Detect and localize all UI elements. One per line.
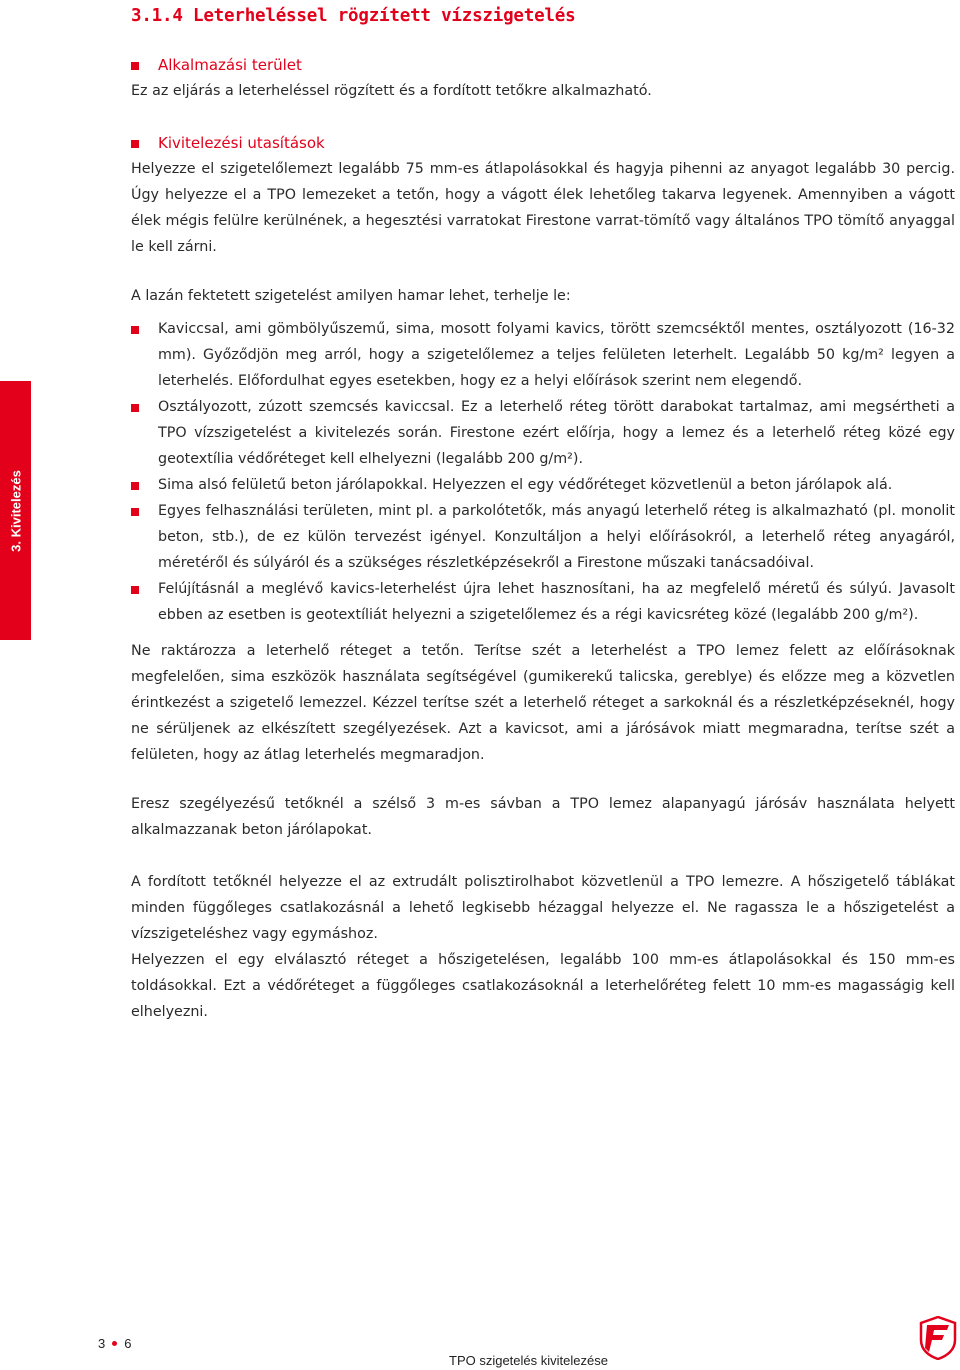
section-heading-application: Alkalmazási terület xyxy=(131,52,955,78)
list-item: Osztályozott, zúzott szemcsés kaviccsal. Ez a leterhelő réteg törött darabokat tartalmaz, ami megsértheti a TPO vízszigetelést a kivitelezés során. Firestone ezért előírja, hogy a lemez és a leterhelő réteg közé egy geotextília védőréteget kell elhelyezni (legalább 200 g/m²). xyxy=(131,394,955,472)
paragraph-eaves: Eresz szegélyezésű tetőknél a szélső 3 m-es sávban a TPO lemez alapanyagú járósáv használata helyett alkalmazzanak beton járólapokat. xyxy=(131,796,955,838)
chapter-side-label: 3. Kivitelezés xyxy=(8,469,23,552)
paragraph-inverted-roof: A fordított tetőknél helyezze el az extrudált polisztirolhabot közvetlenül a TPO lemezre. A hőszigetelő táblákat minden függőleges csatlakozásnál a lehető legkisebb hézaggal helyezze el. Ne ragassza le a hőszigetelést a vízszigeteléshez vagy egymáshoz. Helyezzen el egy elválasztó réteget a hőszigetelésen, legalább 100 mm-es átlapolásokkal és 150 mm-es toldásokkal. Ezt a védőréteget a függőleges csatlakozásoknál a leterhelőréteg felett 10 mm-es magasságig kell elhelyezni. xyxy=(131,874,955,1020)
footer-title: TPO szigetelés kivitelezése xyxy=(449,1353,608,1368)
list-item: Sima alsó felületű beton járólapokkal. Helyezzen el egy védőréteget közvetlenül a beton járólapok alá. xyxy=(131,472,955,498)
bullet-square-icon xyxy=(131,508,139,516)
bullet-square-icon xyxy=(131,140,139,148)
section-heading-instructions: Kivitelezési utasítások xyxy=(131,130,955,156)
application-text: Ez az eljárás a leterheléssel rögzített és a fordított tetőkre alkalmazható. xyxy=(131,83,652,99)
bullet-square-icon xyxy=(131,62,139,70)
section-instructions xyxy=(131,130,955,260)
list-item: Kaviccsal, ami gömbölyűszemű, sima, mosott folyami kavics, törött szemcséktől mentes, osztályozott (16-32 mm). Győződjön meg arról, hogy a szigetelőlemez a teljes felületen leterhelt. Legalább 50 kg/m² legyen a leterhelés. Előfordulhat egyes esetekben, hogy ez a helyi előírások szerint nem elegendő. xyxy=(131,316,955,394)
page-dot-icon xyxy=(112,1341,117,1346)
bullet-square-icon xyxy=(131,482,139,490)
list-item: Egyes felhasználási területen, mint pl. a parkolótetők, más anyagú leterhelő réteg is alkalmazható (pl. monolit beton, stb.), de ez külön tervezést igényel. Konzultáljon a helyi előírásokról, a leterhelő réteg anyagáról, méretéről és súlyáról és a szükséges részletképzésekről a Firestone műszaki tanácsadóival. xyxy=(131,498,955,576)
list-item: Felújításnál a meglévő kavics-leterhelést újra lehet hasznosítani, ha az megfelelő méretű és súlyú. Javasolt ebben az esetben is geotextíliát helyezni a szigetelőlemez és a régi kavicsréteg közé (legalább 200 g/m²). xyxy=(131,576,955,628)
page-number: 3 6 xyxy=(98,1336,132,1351)
section-application-area xyxy=(131,52,955,104)
firestone-logo-icon xyxy=(919,1316,957,1360)
paragraph-storage: Ne raktározza a leterhelő réteget a tetőn. Terítse szét a leterhelést a TPO lemez felett az előírásoknak megfelelően, sima eszközök használata segítségével (gumikerekű talicska, gereblye) és előzze meg a közvetlen érintkezést a szigetelő lemezzel. Kézzel terítse szét a leterhelő réteget a sarkoknál és a részletképzéseknél, hogy ne sérüljenek az elkészített szegélyezések. Azt a kavicsot, ami a járósávok miatt megmaradna, terítse szét a felületen, hogy az átlag leterhelés megmaradjon. xyxy=(131,643,955,763)
bullet-square-icon xyxy=(131,326,139,334)
chapter-side-tab xyxy=(0,381,31,640)
bullet-square-icon xyxy=(131,404,139,412)
ballast-intro: A lazán fektetett szigetelést amilyen hamar lehet, terhelje le: xyxy=(131,288,571,304)
page-title: 3.1.4 Leterheléssel rögzített vízszigetelés xyxy=(131,6,576,26)
bullet-square-icon xyxy=(131,586,139,594)
ballast-section xyxy=(131,283,955,628)
instructions-text: Helyezze el szigetelőlemezt legalább 75 mm-es átlapolásokkal és hagyja pihenni az anyagot legalább 30 percig. Úgy helyezze el a TPO lemezeket a tetőn, hogy a vágott élek lehetőleg takarva legyenek. Amennyiben a vágott élek mégis felülre kerülnének, a hegesztési varratokat Firestone varrat-tömítő vagy általános TPO tömítő anyaggal le kell zárni. xyxy=(131,161,955,255)
